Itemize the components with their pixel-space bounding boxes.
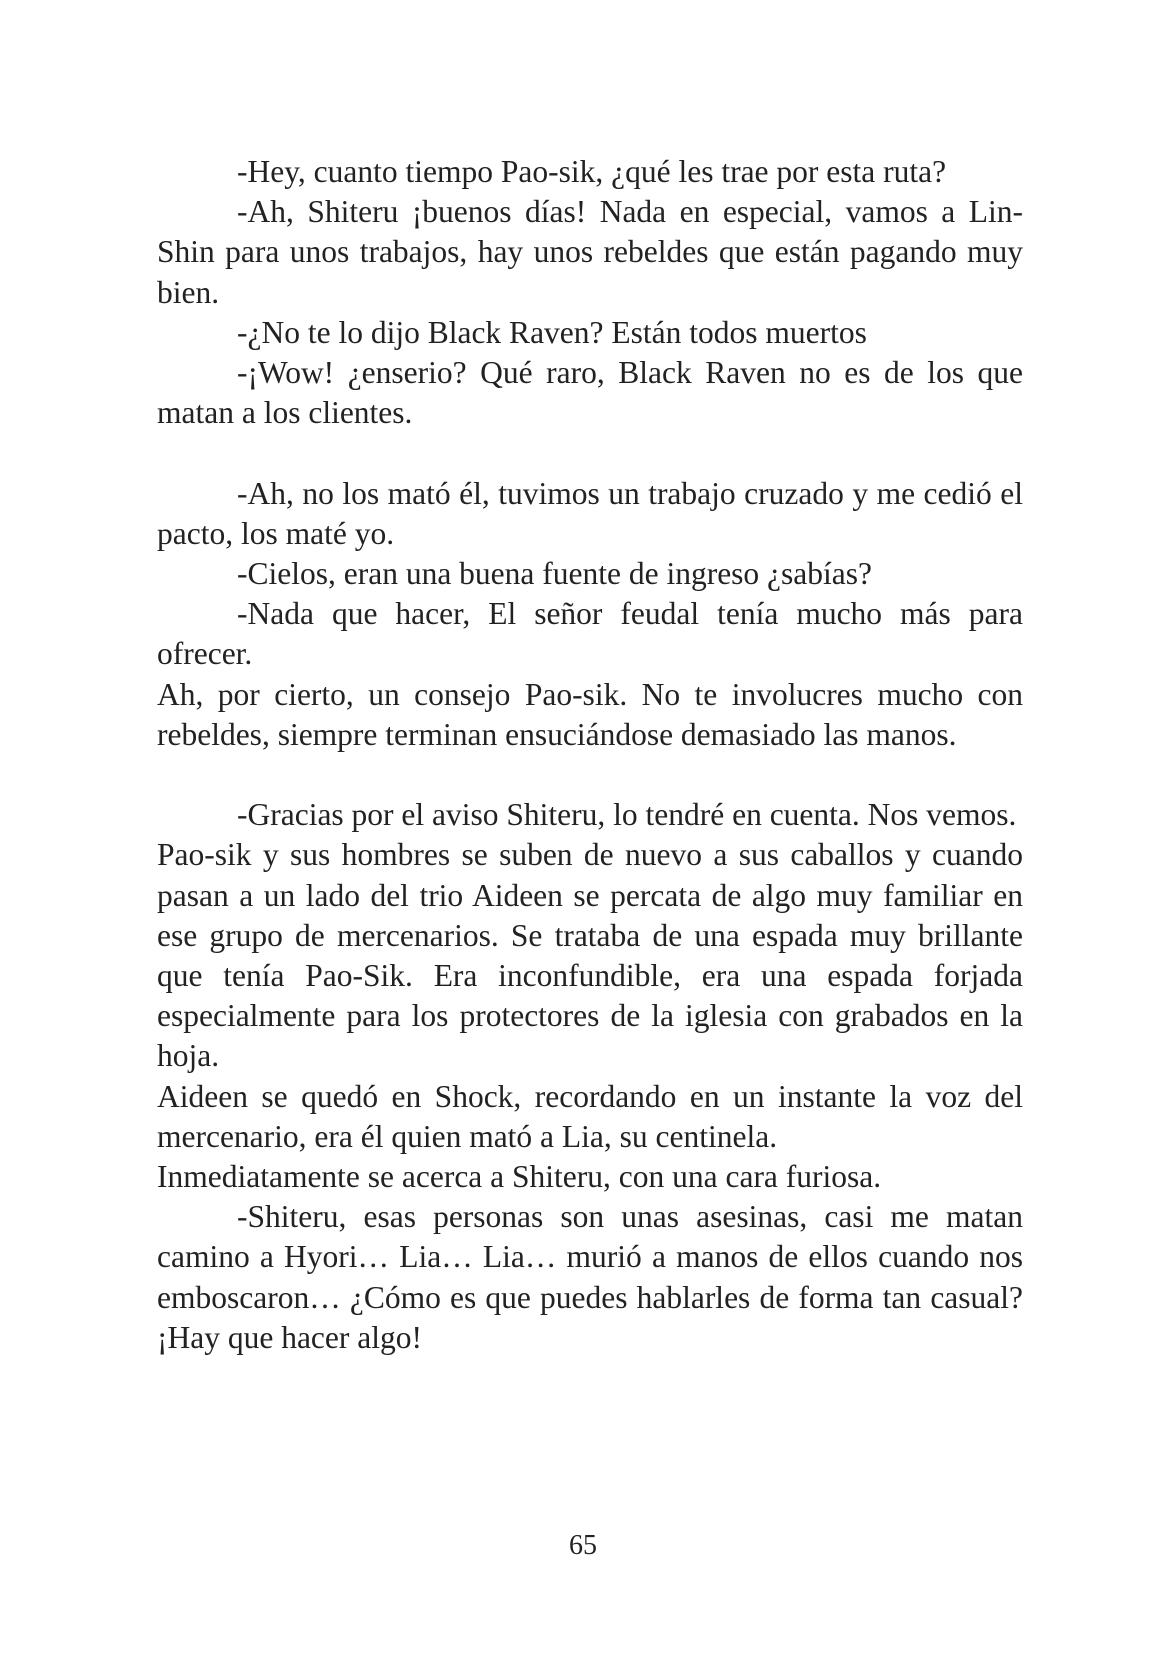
paragraph-4: -¡Wow! ¿enserio? Qué raro, Black Raven no es de los que matan a los clientes. [157,355,1023,431]
paragraph-13: -Shiteru, esas personas son unas asesinas, casi me matan camino a Hyori… Lia… Lia… murió a manos de ellos cuando nos emboscaron… ¿Cómo es que puedes hablarles de forma tan casual? ¡Hay que hacer algo! [157,1199,1023,1355]
paragraph-10: Pao-sik y sus hombres se suben de nuevo a sus caballos y cuando pasan a un lado del trio Aideen se percata de algo muy familiar en ese grupo de mercenarios. Se trataba de una espada muy brillante que tenía Pao-Sik. Era inconfundible, era una espada forjada especialmente para los protectores de la iglesia con grabados en la hoja. [157,837,1023,1074]
body-text [157,152,1023,1358]
paragraph-3: -¿No te lo dijo Black Raven? Están todos muertos [237,314,867,350]
paragraph-gap [157,433,1023,473]
paragraph-8: Ah, por cierto, un consejo Pao-sik. No te involucres mucho con rebeldes, siempre terminan ensuciándose demasiado las manos. [157,676,1023,752]
paragraph-7: -Nada que hacer, El señor feudal tenía mucho más para ofrecer. [157,596,1023,672]
paragraph-5: -Ah, no los mató él, tuvimos un trabajo cruzado y me cedió el pacto, los maté yo. [157,475,1023,551]
paragraph-9: -Gracias por el aviso Shiteru, lo tendré en cuenta. Nos vemos. [237,797,1017,833]
paragraph-gap [157,755,1023,795]
page-number: 65 [569,1530,597,1561]
paragraph-11: Aideen se quedó en Shock, recordando en un instante la voz del mercenario, era él quien mató a Lia, su centinela. [157,1078,1023,1154]
paragraph-2: -Ah, Shiteru ¡buenos días! Nada en especial, vamos a Lin-Shin para unos trabajos, hay unos rebeldes que están pagando muy bien. [157,194,1023,310]
paragraph-12: Inmediatamente se acerca a Shiteru, con una cara furiosa. [157,1159,882,1195]
paragraph-1: -Hey, cuanto tiempo Pao-sik, ¿qué les trae por esta ruta? [237,154,947,189]
paragraph-6: -Cielos, eran una buena fuente de ingreso ¿sabías? [237,556,872,592]
